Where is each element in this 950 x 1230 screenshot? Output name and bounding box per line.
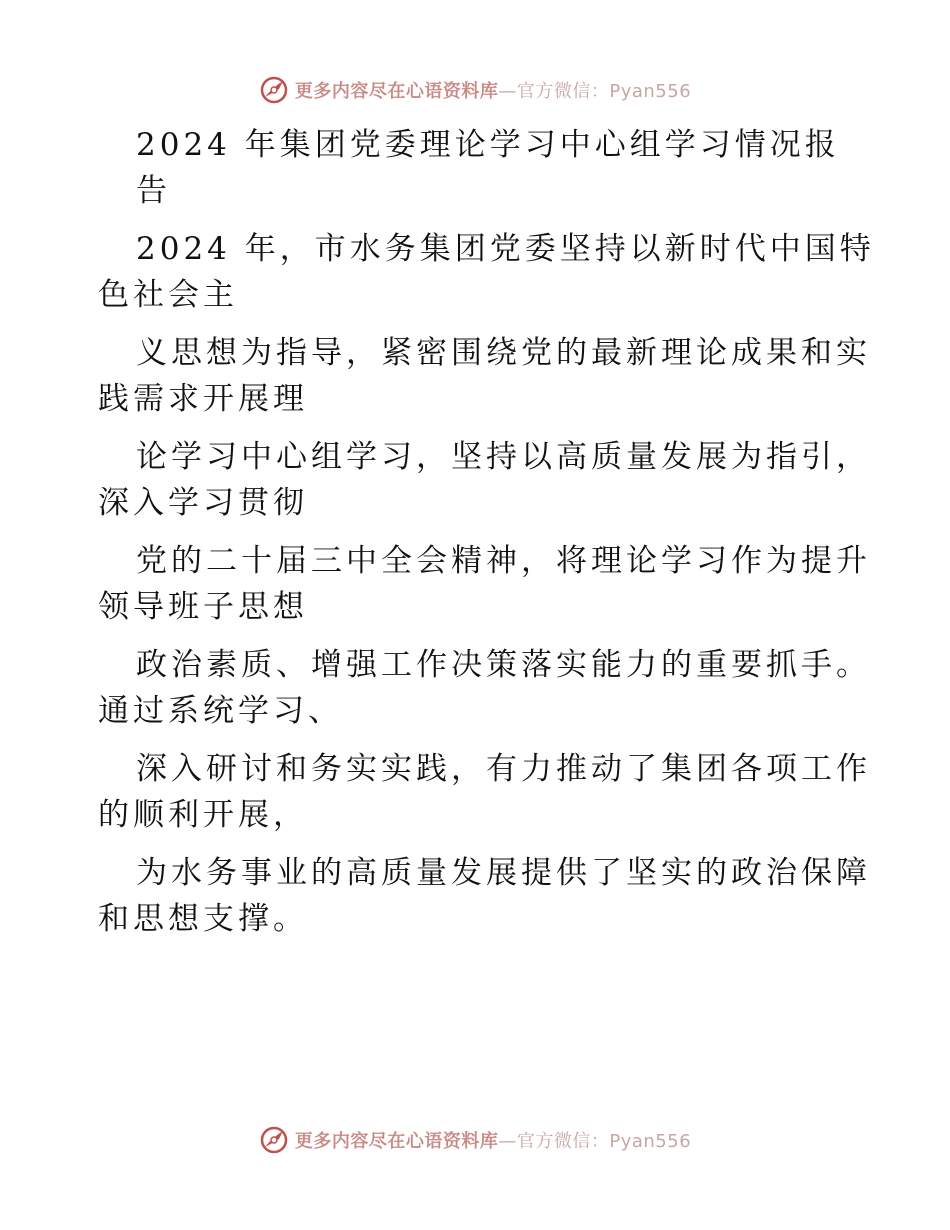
doc-line: 深入研讨和务实实践，有力推动了集团各项工作 [136,751,871,787]
doc-line: 为水务事业的高质量发展提供了坚实的政治保障 [136,855,871,891]
doc-line: 色社会主 [98,277,238,313]
watermark-contact: 官方微信：Pyan556 [516,81,692,102]
document-body [98,122,875,942]
watermark-brand: 更多内容尽在心语资料库 [294,1131,499,1152]
doc-line: 2024 年，市水务集团党委坚持以新时代中国特 [136,231,875,267]
doc-title-line-1: 2024 年集团党委理论学习中心组学习情况报 [136,127,840,163]
watermark-brand: 更多内容尽在心语资料库 [294,81,499,102]
watermark-separator: — [498,1131,517,1152]
pen-logo-icon [259,75,289,105]
doc-line: 领导班子思想 [98,589,308,625]
watermark-separator: — [498,81,517,102]
footer-watermark [0,1122,950,1158]
doc-line: 政治素质、增强工作决策落实能力的重要抓手。 [136,647,871,683]
doc-line: 义思想为指导，紧密围绕党的最新理论成果和实 [136,335,871,371]
doc-line: 的顺利开展， [98,797,308,833]
doc-line: 践需求开展理 [98,381,308,417]
pen-logo-icon [259,1125,289,1155]
header-watermark [0,72,950,108]
doc-line: 党的二十届三中全会精神，将理论学习作为提升 [136,543,871,579]
doc-line: 深入学习贯彻 [98,485,308,521]
watermark-contact: 官方微信：Pyan556 [516,1131,692,1152]
doc-line: 通过系统学习、 [98,693,343,729]
doc-line: 论学习中心组学习，坚持以高质量发展为指引， [136,439,871,475]
doc-title-line-2: 告 [136,173,171,209]
doc-line: 和思想支撑。 [98,901,308,937]
